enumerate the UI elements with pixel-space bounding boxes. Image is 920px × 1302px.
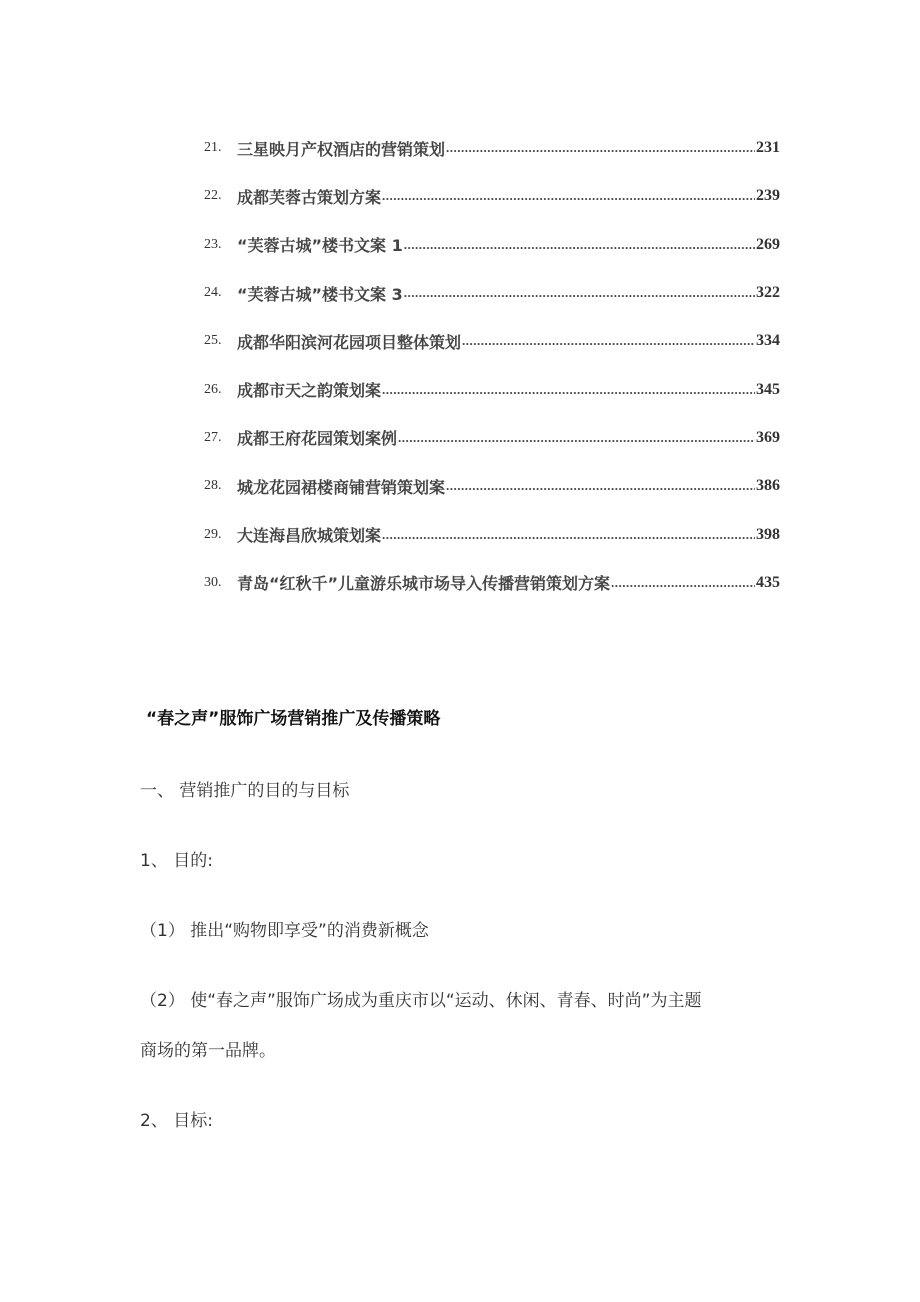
toc-dot-leader bbox=[398, 430, 755, 446]
toc-entry-page: 398 bbox=[756, 525, 780, 543]
purpose-item-1: （1） 推出“购物即享受”的消费新概念 bbox=[140, 921, 429, 941]
toc-dot-leader bbox=[382, 527, 755, 543]
toc-entry-page: 386 bbox=[756, 477, 780, 495]
toc-dot-leader bbox=[382, 188, 755, 204]
toc-dot-leader bbox=[446, 140, 755, 156]
toc-dot-leader bbox=[611, 575, 755, 591]
purpose-item-2-continuation: 商场的第一品牌。 bbox=[140, 1041, 276, 1061]
toc-entry-title: 城龙花园裙楼商铺营销策划案 bbox=[237, 477, 446, 497]
toc-entry-title: 成都华阳滨河花园项目整体策划 bbox=[237, 332, 462, 352]
toc-entry-number: 24. bbox=[204, 285, 222, 301]
toc-entry[interactable] bbox=[204, 510, 780, 558]
toc-dot-leader bbox=[446, 478, 755, 494]
toc-entry[interactable] bbox=[204, 462, 780, 510]
toc-entry-number: 28. bbox=[204, 478, 222, 494]
toc-entry-page: 345 bbox=[756, 380, 780, 398]
toc-entry-page: 269 bbox=[756, 235, 780, 253]
toc-dot-leader bbox=[404, 237, 755, 253]
toc-entry-title: 成都王府花园策划案例 bbox=[237, 429, 398, 449]
toc-dot-leader bbox=[462, 333, 755, 349]
toc-entry-page: 369 bbox=[756, 428, 780, 446]
toc-entry-number: 26. bbox=[204, 381, 222, 397]
toc-entry-title: 成都市天之韵策划案 bbox=[237, 381, 382, 401]
toc-dot-leader bbox=[404, 285, 755, 301]
toc-entry[interactable] bbox=[204, 317, 780, 365]
goal-heading: 2、 目标: bbox=[140, 1111, 213, 1131]
toc-dot-leader bbox=[382, 382, 755, 398]
table-of-contents bbox=[204, 124, 780, 607]
section-heading: 一、 营销推广的目的与目标 bbox=[140, 781, 350, 801]
toc-entry-title: “芙蓉古城”楼书文案 1 bbox=[237, 236, 403, 256]
toc-entry-page: 322 bbox=[756, 284, 780, 302]
toc-entry-number: 22. bbox=[204, 188, 222, 204]
toc-entry[interactable] bbox=[204, 365, 780, 413]
toc-entry[interactable] bbox=[204, 221, 780, 269]
toc-entry-title: 三星映月产权酒店的营销策划 bbox=[237, 139, 446, 159]
toc-entry-title: 大连海昌欣城策划案 bbox=[237, 526, 382, 546]
purpose-heading: 1、 目的: bbox=[140, 851, 213, 871]
toc-entry[interactable] bbox=[204, 124, 780, 172]
toc-entry-number: 25. bbox=[204, 333, 222, 349]
toc-entry-number: 29. bbox=[204, 526, 222, 542]
toc-entry-page: 239 bbox=[756, 187, 780, 205]
toc-entry[interactable] bbox=[204, 269, 780, 317]
toc-entry-page: 435 bbox=[756, 573, 780, 591]
document-title: “春之声”服饰广场营销推广及传播策略 bbox=[146, 709, 441, 729]
toc-entry-page: 334 bbox=[756, 332, 780, 350]
toc-entry-number: 23. bbox=[204, 236, 222, 252]
toc-entry-title: “芙蓉古城”楼书文案 3 bbox=[237, 284, 403, 304]
toc-entry-number: 21. bbox=[204, 140, 222, 156]
toc-entry-number: 30. bbox=[204, 574, 222, 590]
purpose-item-2: （2） 使“春之声”服饰广场成为重庆市以“运动、休闲、青春、时尚”为主题 bbox=[140, 991, 702, 1011]
toc-entry[interactable] bbox=[204, 559, 780, 607]
toc-entry-page: 231 bbox=[756, 139, 780, 157]
toc-entry[interactable] bbox=[204, 172, 780, 220]
toc-entry[interactable] bbox=[204, 414, 780, 462]
toc-entry-number: 27. bbox=[204, 429, 222, 445]
toc-entry-title: 青岛“红秋千”儿童游乐城市场导入传播营销策划方案 bbox=[237, 574, 611, 594]
toc-entry-title: 成都芙蓉古策划方案 bbox=[237, 187, 382, 207]
